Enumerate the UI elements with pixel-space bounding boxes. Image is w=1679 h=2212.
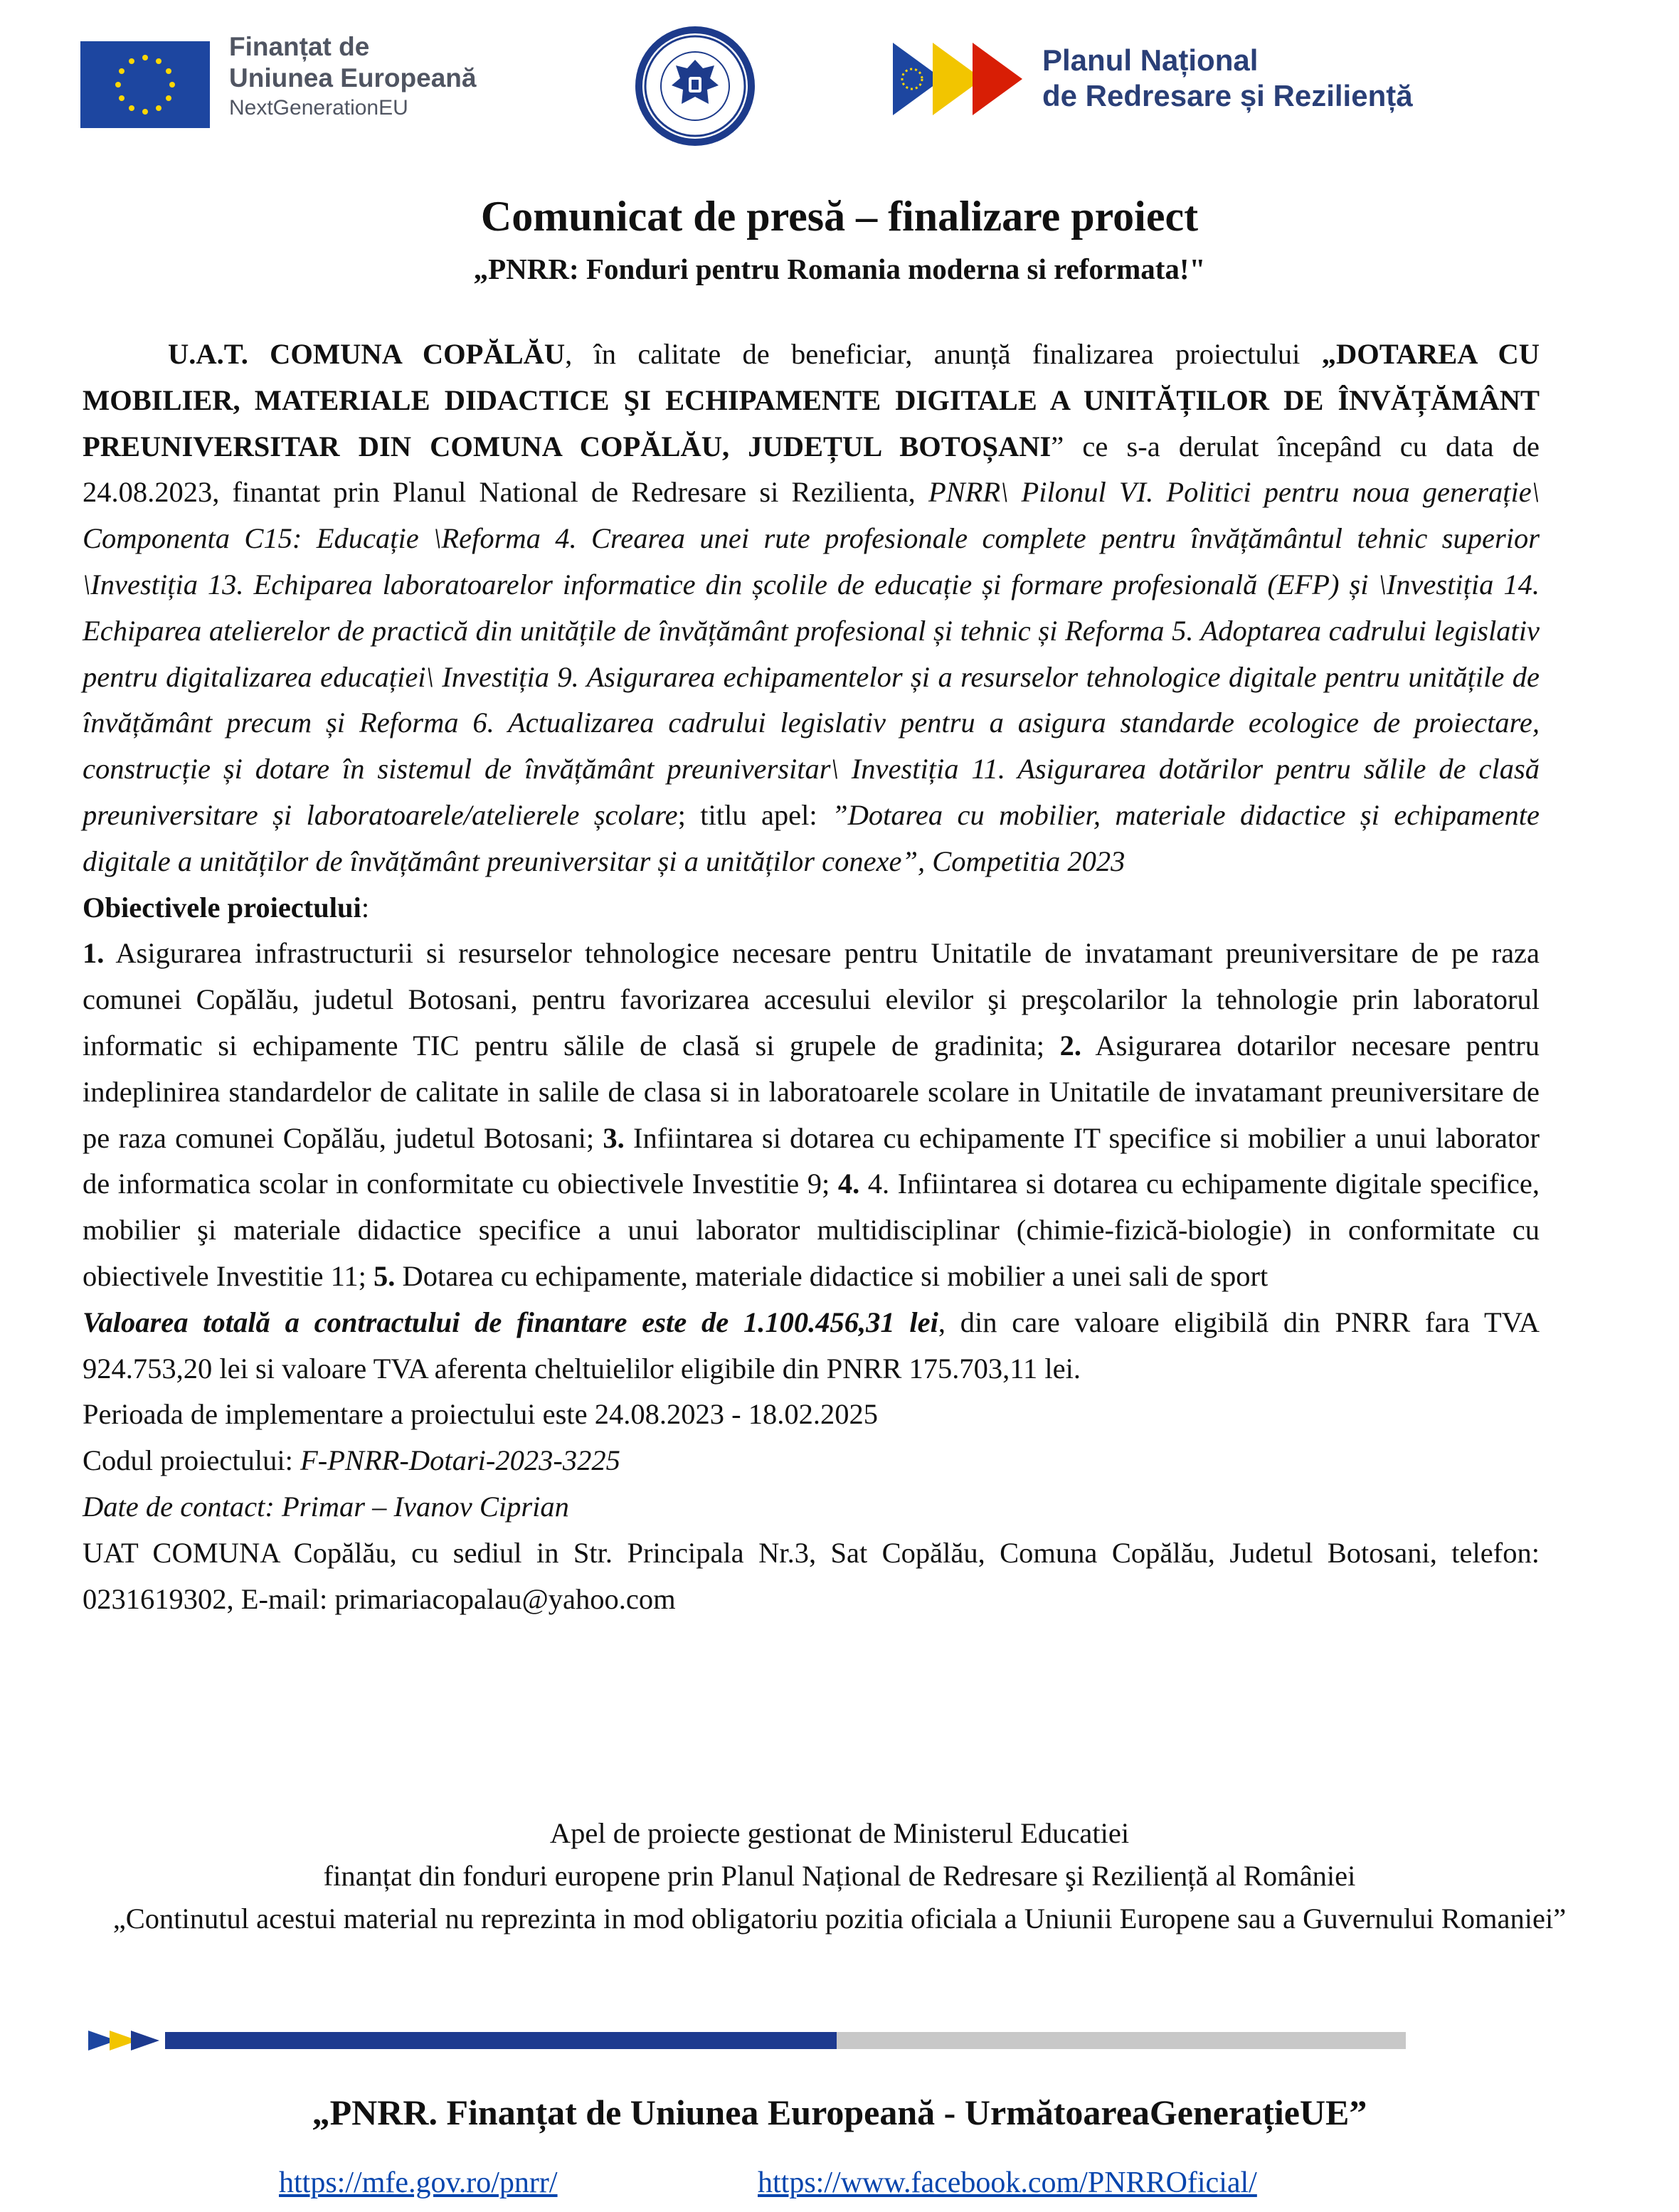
funding-footnote	[0, 1812, 1679, 1940]
eu-stars-icon	[80, 41, 210, 128]
objective-number: 5.	[374, 1259, 396, 1292]
call-title: ”Dotarea cu mobilier, materiale didactice și echipamente digitale a unităților de învățământ preuniversitar și a unităților conexe”, Competitia 2023	[83, 798, 1540, 877]
objective-number: 1.	[83, 937, 105, 970]
objective-text: Dotarea cu echipamente, materiale didactice si mobilier a unei sali de sport	[395, 1259, 1268, 1292]
objectives-paragraph	[83, 931, 1540, 1299]
facebook-pnrr-link[interactable]: https://www.facebook.com/PNRROficial/	[758, 2166, 1257, 2199]
logo-header	[0, 0, 1679, 164]
contract-value-paragraph	[83, 1300, 1540, 1392]
project-code-line	[83, 1438, 1540, 1484]
project-name: „DOTAREA CU MOBILIER, MATERIALE DIDACTICE ŞI ECHIPAMENTE DIGITALE A UNITĂȚILOR DE ÎNVĂȚĂMÂNT PREUNIVERSITAR DIN COMUNA COPĂLĂU, JUDEȚUL BOTOȘANI	[83, 338, 1540, 462]
objective-number: 3.	[603, 1121, 625, 1154]
intro-text-1: , în calitate de beneficiar, anunță finalizarea proiectului	[565, 338, 1322, 370]
footer-bar-gray	[837, 2032, 1406, 2049]
intro-paragraph	[83, 332, 1540, 885]
eu-logo-line1: Finanțat de	[229, 32, 370, 61]
mfe-pnrr-link[interactable]: https://mfe.gov.ro/pnrr/	[279, 2166, 558, 2199]
pnrr-logo-line2: de Redresare și Reziliență	[1042, 79, 1413, 112]
government-of-romania-seal-icon	[632, 23, 758, 149]
pnrr-logo-line1: Planul Național	[1042, 43, 1259, 77]
pnrr-logo-text	[1042, 43, 1413, 114]
project-code-label: Codul proiectului:	[83, 1444, 300, 1477]
contract-value-details: , din care valoare eligibilă din PNRR fara TVA 924.753,20 lei si valoare TVA aferenta cheltuielilor eligibile din PNRR 175.703,11 lei.	[83, 1306, 1540, 1385]
footer-bar-blue	[165, 2032, 837, 2049]
implementation-period: Perioada de implementare a proiectului este 24.08.2023 - 18.02.2025	[83, 1398, 878, 1431]
objectives-heading: Obiectivele proiectului	[83, 891, 361, 924]
program-description: PNRR\ Pilonul VI. Politici pentru noua generație\ Componenta C15: Educație \Reforma 4. Crearea unei rute profesionale complete pentru învățământul tehnic superior \Investiția 13. Echiparea laboratoarelor informatice din școlile de educație și formare profesională (EFP) și \Investiția 14. Echiparea atelierelor de practică din unitățile de învățământ profesional și tehnic și Reforma 5. Adoptarea cadrului legislativ pentru digitalizarea educației\ Investiția 9. Asigurarea echipamentelor și a resurselor tehnologice digitale pentru unitățile de învățământ precum și Reforma 6. Actualizarea cadrului legislativ pentru a asigura standarde ecologice de proiectare, construcție și dotare în sistemul de învățământ preuniversitar\ Investiția 11. Asigurarea dotărilor pentru sălile de clasă preuniversitare și laboratoarele/atelierele școlare	[83, 476, 1540, 831]
beneficiary-name: U.A.T. COMUNA COPĂLĂU	[168, 338, 566, 370]
objective-text: Asigurarea dotarilor necesare pentru indeplinirea standardelor de calitate in salile de clasa si in laboratoarele scolare in Unitatile de invatamant preuniversitare de pe raza comunei Copălău, judetul Botosani;	[83, 1029, 1540, 1154]
footnote-disclaimer: „Continutul acestui material nu reprezinta in mod obligatoriu pozitia oficiala a Uniunii Europene sau a Guvernului Romaniei”	[112, 1903, 1567, 1935]
footer-slogan: „PNRR. Finanțat de Uniunea Europeană - UrmătoareaGenerațieUE”	[312, 2092, 1367, 2132]
page-title: Comunicat de presă – finalizare proiect	[480, 193, 1199, 240]
objective-text: Infiintarea si dotarea cu echipamente IT specifice si mobilier a unui laborator de informatica scolar in conformitate cu obiectivele Investitie 9;	[83, 1121, 1540, 1200]
footer-arrow-navy-icon	[131, 2031, 159, 2050]
objective-number: 4.	[837, 1168, 860, 1200]
eu-flag-icon	[80, 41, 210, 128]
pnrr-arrows-logo-icon	[893, 37, 1035, 121]
address-paragraph: UAT COMUNA Copălău, cu sediul in Str. Principala Nr.3, Sat Copălău, Comuna Copălău, Judetul Botosani, telefon: 0231619302, E-mail: primariacopalau@yahoo.com	[83, 1536, 1540, 1615]
press-release-body	[83, 332, 1540, 1622]
objective-text: 4. Infiintarea si dotarea cu echipamente digitale specifice, mobilier şi materiale didactice specifice a unui laborator multidisciplinar (chimie-fizică-biologie) in conformitate cu obiectivele Investitie 11;	[83, 1168, 1540, 1292]
footer-color-bar	[88, 2029, 1406, 2052]
eu-logo-line2: Uniunea Europeană	[229, 63, 477, 92]
intro-text-3: ; titlu apel:	[677, 798, 832, 831]
objectives-heading-line	[83, 885, 1540, 931]
objectives-heading-colon: :	[361, 891, 370, 924]
objective-text: Asigurarea infrastructurii si resurselor tehnologice necesare pentru Unitatile de invatamant preuniversitare de pe raza comunei Copălău, judetul Botosani, pentru favorizarea accesului elevilor şi preşcolarilor la tehnologie prin laboratorul informatic si echipamente TIC pentru sălile de clasă si grupele de gradinita;	[83, 937, 1540, 1062]
page-subtitle: „PNRR: Fonduri pentru Romania moderna si reformata!"	[473, 253, 1206, 285]
eu-logo-line3: NextGenerationEU	[229, 96, 408, 120]
footnote-line1: Apel de proiecte gestionat de Ministerul Educatiei	[549, 1817, 1130, 1849]
eu-funding-logo-text	[229, 31, 476, 122]
footnote-line2: finanțat din fonduri europene prin Planul Național de Redresare şi Reziliență al României	[323, 1860, 1356, 1892]
contact-line	[83, 1484, 1540, 1530]
objective-number: 2.	[1059, 1029, 1081, 1062]
contract-total-value: Valoarea totală a contractului de finantare este de 1.100.456,31 lei	[83, 1306, 938, 1338]
footer-links	[0, 2163, 1679, 2206]
contact-person: Date de contact: Primar – Ivanov Ciprian	[83, 1490, 569, 1523]
intro-text-2: ” ce s-a derulat începând cu data de 24.08.2023, finantat prin Planul National de Redresare si Rezilienta,	[83, 430, 1540, 509]
project-code: F-PNRR-Dotari-2023-3225	[300, 1444, 620, 1477]
